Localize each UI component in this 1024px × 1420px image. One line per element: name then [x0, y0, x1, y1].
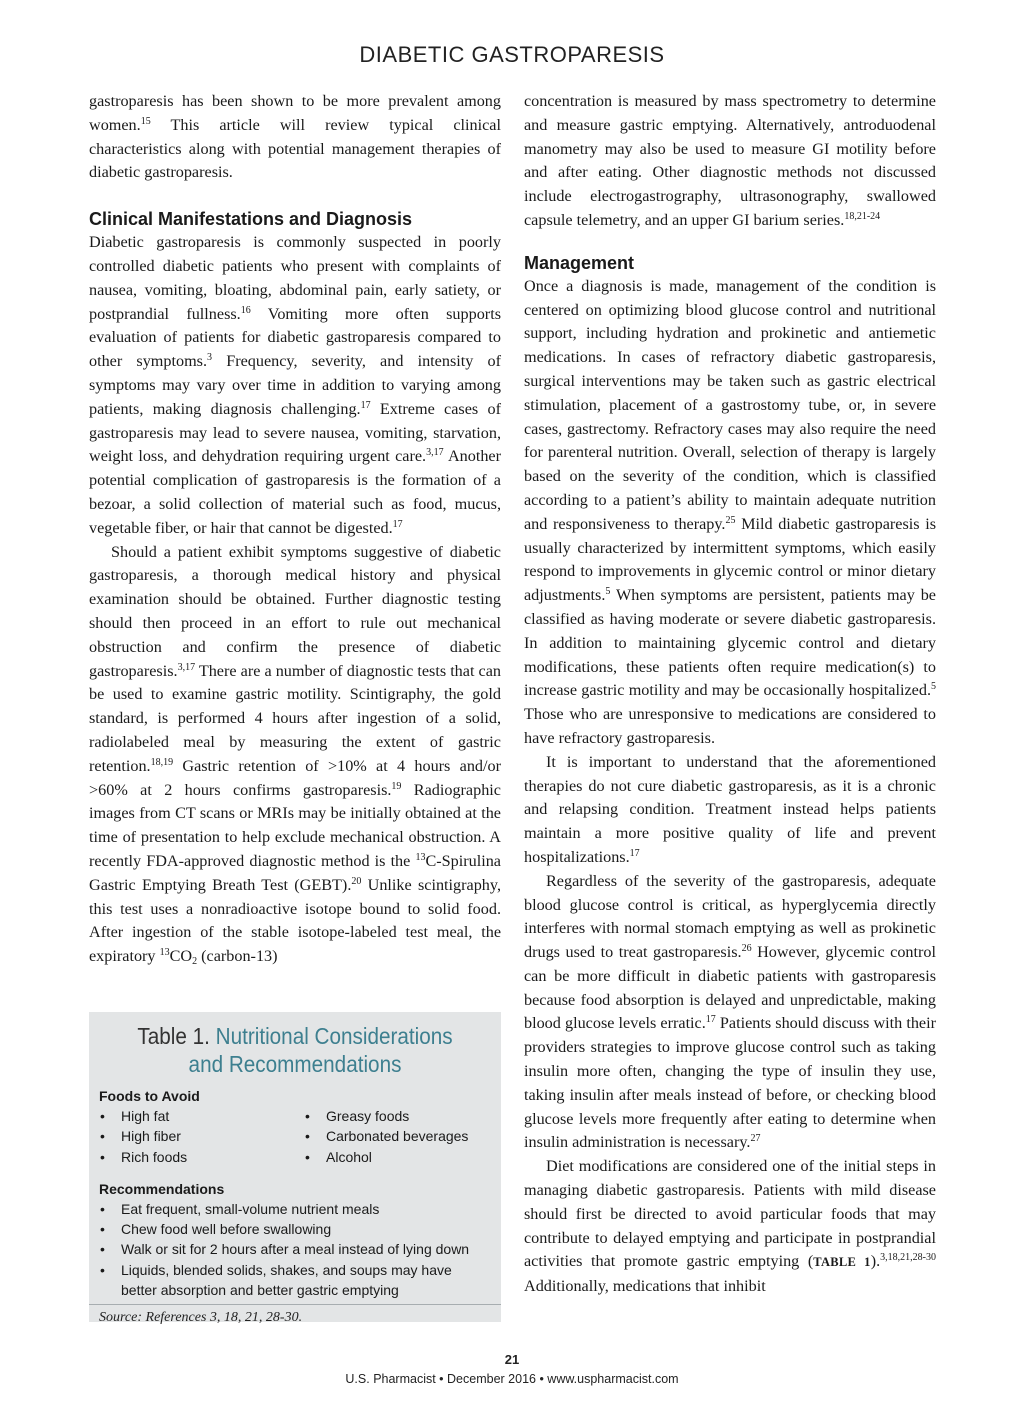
table-title	[119, 1022, 472, 1078]
section-heading-clinical: Clinical Manifestations and Diagnosis	[89, 209, 413, 230]
reference: 26	[741, 943, 752, 955]
publication-footer: U.S. Pharmacist • December 2016 • www.uspharmacist.com	[345, 1372, 679, 1386]
reference: 19	[391, 780, 402, 792]
foods-to-avoid-list	[99, 1106, 491, 1167]
paragraph: Should a patient exhibit symptoms suggestive of diabetic gastroparesis, a thorough medical history and physical examination should be obtained. Further diagnostic testing should then proceed in an effort to rule out mechanical obstruction and confirm the presence of diabetic gastroparesis.$^{3,17}$ There are a number of diagnostic tests that can be used to examine gastric motility. Scintigraphy, the gold standard, is performed 4 hours after ingestion of a solid, radiolabeled meal by measuring the extent of gastric retention.$^{18,19}$ Gastric retention of >10% at 4 hours and/or >60% at 2 hours confirms gastroparesis.$^{19}$ Radiographic images from CT scans or MRIs may be initially obtained at the time of presentation to help exclude mechanical obstruction. A recently FDA-approved diagnostic method is the $^{13}$C-Spirulina Gastric Emptying Breath Test (GEBT).$^{20}$ Unlike scintigraphy, this test uses a nonradioactive isotope bound to solid food. After ingestion of the stable isotope-labeled test meal, the expiratory $^{13}CO_2$ (carbon-13)	[89, 542, 501, 968]
table-1-box	[89, 1012, 501, 1326]
foods-to-avoid-heading: Foods to Avoid	[99, 1088, 200, 1104]
list-item: • High fat	[99, 1106, 304, 1126]
list-item: • Alcohol	[304, 1147, 494, 1167]
table-reference: TABLE 1	[813, 1255, 871, 1270]
reference: 27	[750, 1133, 761, 1145]
list-item: • Greasy foods	[304, 1106, 494, 1126]
paragraph: Regardless of the severity of the gastroparesis, adequate blood glucose control is critical, as hyperglycemia directly interferes with normal stomach emptying as well as prokinetic drugs used to treat gastroparesis.$^{26}$ However, glycemic control can be more difficult in diabetic patients with gastroparesis because food absorption is delayed and unpredictable, making blood glucose levels erratic.$^{17}$ Patients should discuss with their providers strategies to improve glucose control such as taking insulin more often, changing the type of insulin they use, taking insulin after meals instead of before, or checking blood glucose levels more frequently after eating to determine when insulin administration is necessary.$^{27}$	[524, 871, 937, 1152]
paragraph: Once a diagnosis is made, management of the condition is centered on optimizing blood glucose control and nutritional support, including hydration and prokinetic and antiemetic medications. In cases of refractory diabetic gastroparesis, surgical interventions may be taken such as gastric electrical stimulation, placement of a gastrostomy tube, or, in severe cases, gastrectomy. Refractory cases may also require the need for parenteral nutrition. Overall, selection of therapy is largely based on the severity of the condition, which is classified according to a patient’s ability to maintain adequate nutrition and responsiveness to therapy.$^{25}$ Mild diabetic gastroparesis is usually characterized by intermittent symptoms, which easily respond to improvements in glycemic control or minor dietary adjustments.$^5$ When symptoms are persistent, patients may be classified as having moderate or severe diabetic gastroparesis. In addition to maintaining glycemic control and dietary modifications, these patients often require medication(s) to increase gastric motility and may be occasionally hospitalized.$^5$ Those who are unresponsive to medications are considered to have refractory gastroparesis.	[524, 276, 936, 747]
running-head: DIABETIC GASTROPARESIS	[359, 42, 665, 67]
list-item: • Liquids, blended solids, shakes, and soups may have better absorption and better gastric emptying	[99, 1260, 491, 1301]
recommendations-list	[99, 1199, 491, 1300]
reference: 3,17	[177, 661, 196, 673]
reference: 25	[725, 514, 736, 526]
reference: 16	[240, 304, 251, 316]
table-name-line2: and Recommendations	[188, 1051, 402, 1077]
avoid-column-2	[304, 1106, 494, 1167]
list-item: • Chew food well before swallowing	[99, 1219, 491, 1239]
table-name-line1: Nutritional Considerations	[215, 1023, 453, 1049]
table-number: Table 1.	[137, 1023, 210, 1049]
table-divider	[89, 1304, 501, 1305]
reference: 17	[360, 399, 371, 411]
isotope-superscript: 13	[415, 851, 426, 863]
reference: 20	[351, 875, 362, 887]
reference: 3,17	[426, 447, 444, 459]
list-item: • Carbonated beverages	[304, 1126, 494, 1146]
intro-paragraph: gastroparesis has been shown to be more prevalent among women.$^{15}$ This article will review typical clinical characteristics along with potential management therapies of diabetic gastroparesis.	[89, 92, 501, 182]
reference: 5	[931, 681, 936, 693]
page-number: 21	[504, 1352, 520, 1367]
list-item: • Walk or sit for 2 hours after a meal instead of lying down	[99, 1239, 491, 1259]
list-item: • Rich foods	[99, 1147, 304, 1167]
reference: 18,21-24	[844, 210, 881, 222]
reference: 17	[705, 1014, 716, 1026]
table-source: Source: References 3, 18, 21, 28-30.	[99, 1310, 303, 1326]
avoid-column-1	[99, 1106, 304, 1167]
reference: 17	[629, 847, 640, 859]
recommendations-heading: Recommendations	[99, 1180, 225, 1197]
section-heading-management: Management	[524, 252, 635, 273]
list-item: • Eat frequent, small-volume nutrient meals	[99, 1199, 491, 1219]
left-column	[89, 90, 501, 969]
subscript: 2	[192, 956, 198, 968]
reference: 15	[140, 115, 151, 127]
reference: 3,18,21,28-30	[880, 1252, 936, 1264]
paragraph: Diabetic gastroparesis is commonly suspected in poorly controlled diabetic patients who present with complaints of nausea, vomiting, bloating, abdominal pain, early satiety, or postprandial fullness.$^{16}$ Vomiting more often supports evaluation of patients for diabetic gastroparesis compared to other symptoms.$^3$ Frequency, severity, and intensity of symptoms may vary over time in addition to varying among patients, making diagnosis challenging.$^{17}$ Extreme cases of gastroparesis may lead to severe nausea, vomiting, starvation, weight loss, and dehydration requiring urgent care.$^{3,17}$ Another potential complication of gastroparesis is the formation of a bezoar, a solid collection of material such as food, mucus, vegetable fiber, or hair that cannot be digested.$^{17}$	[89, 233, 502, 537]
paragraph: Diet modifications are considered one of the initial steps in managing diabetic gastroparesis. Patients with mild disease should first be directed to avoid particular foods that may contribute to delayed emptying and participate in postprandial activities that promote gastric emptying (TABLE 1).$^{3,18,21,28-30}$ Additionally, medications that inhibit	[524, 1157, 936, 1296]
list-item: • High fiber	[99, 1126, 304, 1146]
right-column	[524, 90, 936, 1299]
paragraph: concentration is measured by mass spectrometry to determine and measure gastric emptying. Alternatively, antroduodenal manometry may also be used to measure GI motility before and after eating. Other diagnostic methods not discussed include electrogastrography, ultrasonography, swallowed capsule telemetry, and an upper GI barium series.$^{18,21-24}$	[524, 92, 936, 229]
paragraph: It is important to understand that the aforementioned therapies do not cure diabetic gastroparesis, as it is a chronic and relapsing condition. Treatment instead helps patients maintain a more positive quality of life and prevent hospitalizations.$^{17}$	[524, 752, 936, 866]
reference: 17	[392, 518, 403, 530]
isotope-superscript: 13	[159, 947, 170, 959]
reference: 5	[605, 586, 611, 598]
reference: 3	[207, 352, 213, 364]
reference: 18,19	[150, 756, 174, 768]
